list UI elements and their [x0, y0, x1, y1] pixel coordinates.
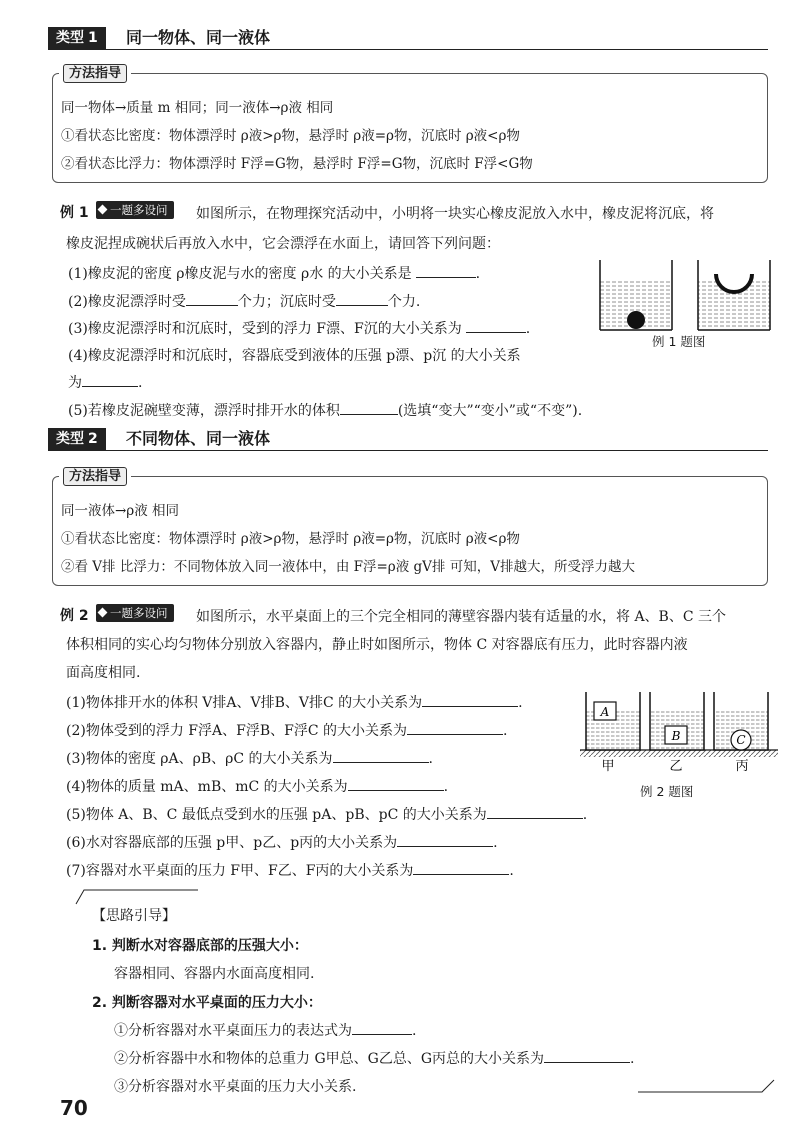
method2-line-3: ②看 V排 比浮力：不同物体放入同一液体中，由 F浮=ρ液 gV排 可知，V排越大，所受浮力越大: [61, 559, 635, 575]
type1-tag-text: 类型: [56, 30, 84, 46]
thinking-step-2c: ③分析容器对水平桌面的压力大小关系.: [114, 1079, 357, 1095]
example2-badge-wrap: [96, 604, 174, 622]
type1-rule: [48, 49, 768, 50]
example2-stem-3: 面高度相同.: [66, 665, 141, 681]
example1-caption: 例 1 题图: [652, 334, 706, 349]
answer-blank[interactable]: [544, 1048, 630, 1063]
example1-q3: (3)橡皮泥漂浮时和沉底时，受到的浮力 F漂、F沉的大小关系为 .: [68, 318, 530, 338]
label-bing: 丙: [735, 759, 749, 772]
answer-blank[interactable]: [487, 804, 583, 819]
answer-blank[interactable]: [333, 748, 429, 763]
clay-ball: [627, 311, 645, 329]
example1-q1: (1)橡皮泥的密度 ρ橡皮泥与水的密度 ρ水 的大小关系是 .: [68, 263, 480, 283]
answer-blank[interactable]: [336, 291, 388, 306]
object-a-label: A: [600, 705, 610, 719]
label-yi: 乙: [669, 759, 683, 772]
think-bracket-top: [70, 886, 200, 906]
example2-q6: (6)水对容器底部的压强 p甲、p乙、p丙的大小关系为 .: [66, 832, 498, 852]
type1-title: 同一物体、同一液体: [126, 28, 271, 47]
thinking-step-1: 1. 判断水对容器底部的压强大小：: [92, 938, 308, 954]
example2-q1: (1)物体排开水的体积 V排A、V排B、V排C 的大小关系为 .: [66, 692, 523, 712]
answer-blank[interactable]: [348, 776, 444, 791]
example2-caption: 例 2 题图: [640, 784, 694, 799]
answer-blank[interactable]: [397, 832, 493, 847]
example2-q2: (2)物体受到的浮力 F浮A、F浮B、F浮C 的大小关系为 .: [66, 720, 507, 740]
method-box-1: [52, 66, 768, 183]
method1-line-1: 同一物体→质量 m 相同；同一液体→ρ液 相同: [61, 100, 334, 116]
example1-badge-wrap: [96, 201, 174, 219]
thinking-title: 【思路引导】: [92, 908, 176, 924]
answer-blank[interactable]: [416, 263, 476, 278]
think-bracket-bottom: [636, 1076, 778, 1096]
page-number: 70: [60, 1096, 88, 1120]
answer-blank[interactable]: [413, 860, 509, 875]
answer-blank[interactable]: [422, 692, 518, 707]
example2-stem-2: 体积相同的实心均匀物体分别放入容器内，静止时如图所示，物体 C 对容器底有压力，此时容器内液: [66, 637, 688, 653]
answer-blank[interactable]: [407, 720, 503, 735]
type1-tag: [48, 27, 106, 49]
thinking-step-2a: ①分析容器对水平桌面压力的表达式为 .: [114, 1020, 416, 1040]
method2-line-1: 同一液体→ρ液 相同: [61, 503, 180, 519]
beaker-sink: [600, 260, 672, 330]
example1-q5: (5)若橡皮泥碗壁变薄，漂浮时排开水的体积 (选填“变大”“变小”或“不变”).: [68, 400, 582, 420]
example1-q4b: 为 .: [68, 372, 142, 392]
example1-badge: 一题多设问: [96, 201, 174, 219]
method1-line-2: ①看状态比密度：物体漂浮时 ρ液>ρ物，悬浮时 ρ液=ρ物，沉底时 ρ液<ρ物: [61, 128, 520, 144]
example2-q5: (5)物体 A、B、C 最低点受到水的压强 pA、pB、pC 的大小关系为 .: [66, 804, 587, 824]
thinking-step-2: 2. 判断容器对水平桌面的压力大小：: [92, 995, 322, 1011]
clay-bowl: [716, 274, 752, 292]
object-c-label: C: [736, 733, 746, 747]
type2-tag: 类型 2: [48, 428, 106, 450]
example1-figure: [594, 256, 780, 336]
example1-stem-2: 橡皮泥捏成碗状后再放入水中，它会漂浮在水面上，请回答下列问题：: [66, 236, 500, 252]
type2-rule: [48, 450, 768, 451]
example1-q2: (2)橡皮泥漂浮时受 个力；沉底时受 个力.: [68, 291, 420, 311]
example2-q3: (3)物体的密度 ρA、ρB、ρC 的大小关系为 .: [66, 748, 433, 768]
type1-header: [48, 27, 768, 49]
answer-blank[interactable]: [186, 291, 238, 306]
type2-header: [48, 428, 768, 450]
example1-stem-1: 如图所示，在物理探究活动中，小明将一块实心橡皮泥放入水中，橡皮泥将沉底，将: [196, 206, 714, 222]
method-box-2: [52, 469, 768, 586]
example1-label: 例 1: [60, 205, 89, 221]
example2-label: 例 2: [60, 608, 89, 624]
answer-blank[interactable]: [466, 318, 526, 333]
example2-badge: 一题多设问: [96, 604, 174, 622]
container-bing: [714, 692, 768, 750]
example2-figure: [576, 690, 782, 772]
method1-line-3: ②看状态比浮力：物体漂浮时 F浮=G物，悬浮时 F浮=G物，沉底时 F浮<G物: [61, 156, 533, 172]
beaker-float: [698, 260, 770, 330]
type1-num: 1: [88, 30, 98, 46]
example2-q4: (4)物体的质量 mA、mB、mC 的大小关系为 .: [66, 776, 448, 796]
example2-stem-1: 如图所示，水平桌面上的三个完全相同的薄壁容器内装有适量的水，将 A、B、C 三个: [196, 609, 727, 625]
example2-q7: (7)容器对水平桌面的压力 F甲、F乙、F丙的大小关系为 .: [66, 860, 514, 880]
answer-blank[interactable]: [352, 1020, 412, 1035]
thinking-step-2b: ②分析容器中水和物体的总重力 G甲总、G乙总、G丙总的大小关系为 .: [114, 1048, 634, 1068]
thinking-step-1a: 容器相同、容器内水面高度相同.: [114, 966, 315, 982]
method-label-1: 方法指导: [59, 64, 131, 83]
object-b-label: B: [671, 729, 681, 743]
answer-blank[interactable]: [340, 400, 398, 415]
type2-title: 不同物体、同一液体: [126, 429, 271, 448]
answer-blank[interactable]: [82, 372, 138, 387]
example1-q4: (4)橡皮泥漂浮时和沉底时，容器底受到液体的压强 p漂、p沉 的大小关系: [68, 348, 521, 364]
container-jia: [586, 692, 640, 750]
method-label-2: 方法指导: [59, 467, 131, 486]
table-surface: [580, 750, 778, 757]
container-yi: [650, 692, 704, 750]
label-jia: 甲: [601, 759, 615, 772]
method2-line-2: ①看状态比密度：物体漂浮时 ρ液>ρ物，悬浮时 ρ液=ρ物，沉底时 ρ液<ρ物: [61, 531, 520, 547]
